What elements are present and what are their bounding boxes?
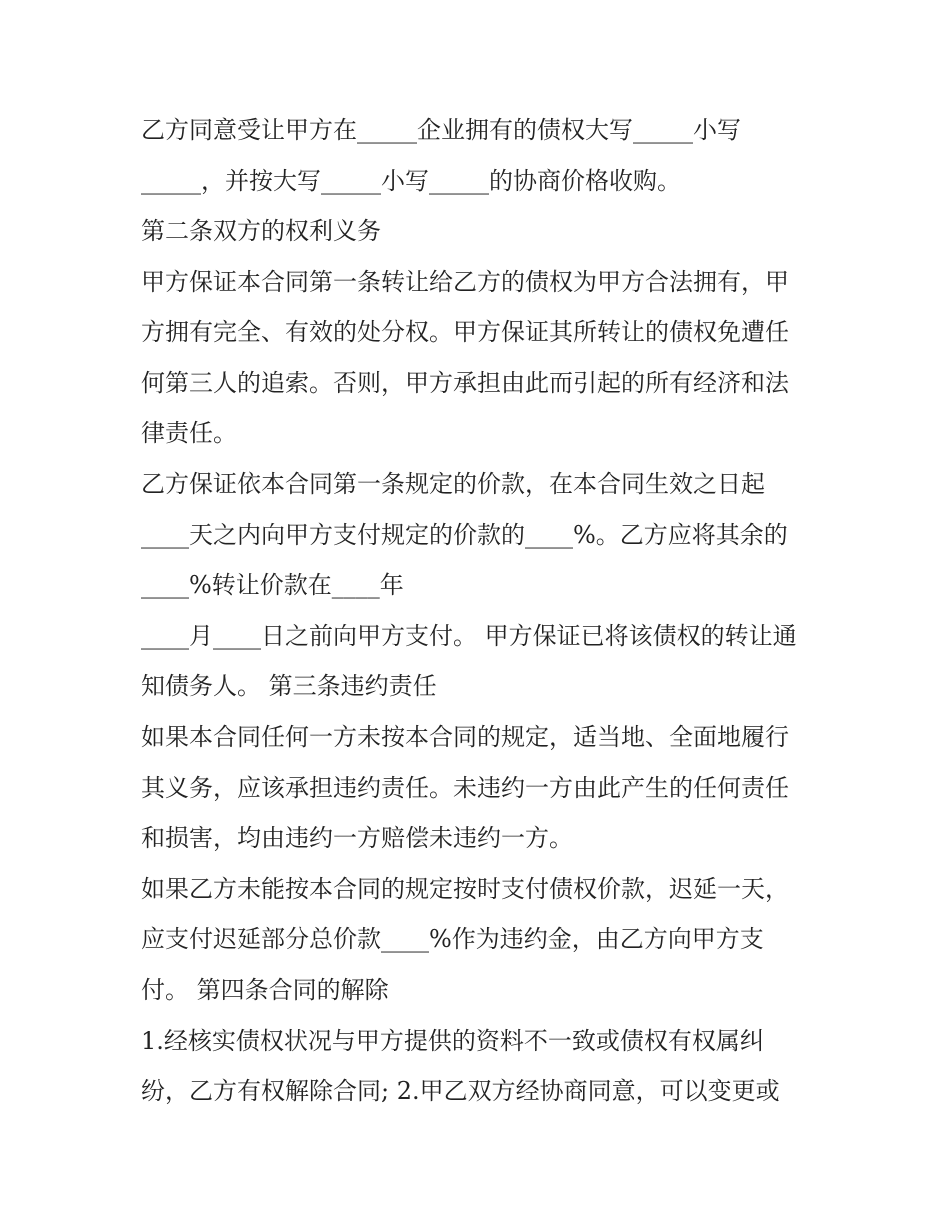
text-line: ____月____日之前向甲方支付。 甲方保证已将该债权的转让通 <box>141 622 797 650</box>
section-heading: 第二条双方的权利义务 <box>141 217 381 245</box>
text-line: 何第三人的追索。否则，甲方承担由此而引起的所有经济和法 <box>141 369 789 397</box>
text-line: 和损害，均由违约一方赔偿未违约一方。 <box>141 824 573 852</box>
text-line: 方拥有完全、有效的处分权。甲方保证其所转让的债权免遭任 <box>141 318 789 346</box>
text-line: ____%转让价款在____年 <box>141 571 404 599</box>
text-line: 1.经核实债权状况与甲方提供的资料不一致或债权有权属纠 <box>141 1027 764 1055</box>
text-line: 如果本合同任何一方未按本合同的规定，适当地、全面地履行 <box>141 723 789 751</box>
text-line: 纷，乙方有权解除合同; 2.甲乙双方经协商同意，可以变更或 <box>141 1077 780 1105</box>
text-line: 如果乙方未能按本合同的规定按时支付债权价款，迟延一天， <box>141 875 789 903</box>
text-line: 乙方保证依本合同第一条规定的价款，在本合同生效之日起 <box>141 470 765 498</box>
text-line: 应支付迟延部分总价款____%作为违约金，由乙方向甲方支 <box>141 925 764 953</box>
text-line: 其义务，应该承担违约责任。未违约一方由此产生的任何责任 <box>141 774 789 802</box>
text-line: _____，并按大写_____小写_____的协商价格收购。 <box>141 167 681 195</box>
text-line: ____天之内向甲方支付规定的价款的____%。乙方应将其余的 <box>141 521 788 549</box>
text-line: 律责任。 <box>141 419 237 447</box>
text-line: 付。 第四条合同的解除 <box>141 976 389 1004</box>
text-line: 甲方保证本合同第一条转让给乙方的债权为甲方合法拥有，甲 <box>141 268 789 296</box>
text-line: 知债务人。 第三条违约责任 <box>141 672 437 700</box>
text-line: 乙方同意受让甲方在_____企业拥有的债权大写_____小写 <box>141 116 741 144</box>
